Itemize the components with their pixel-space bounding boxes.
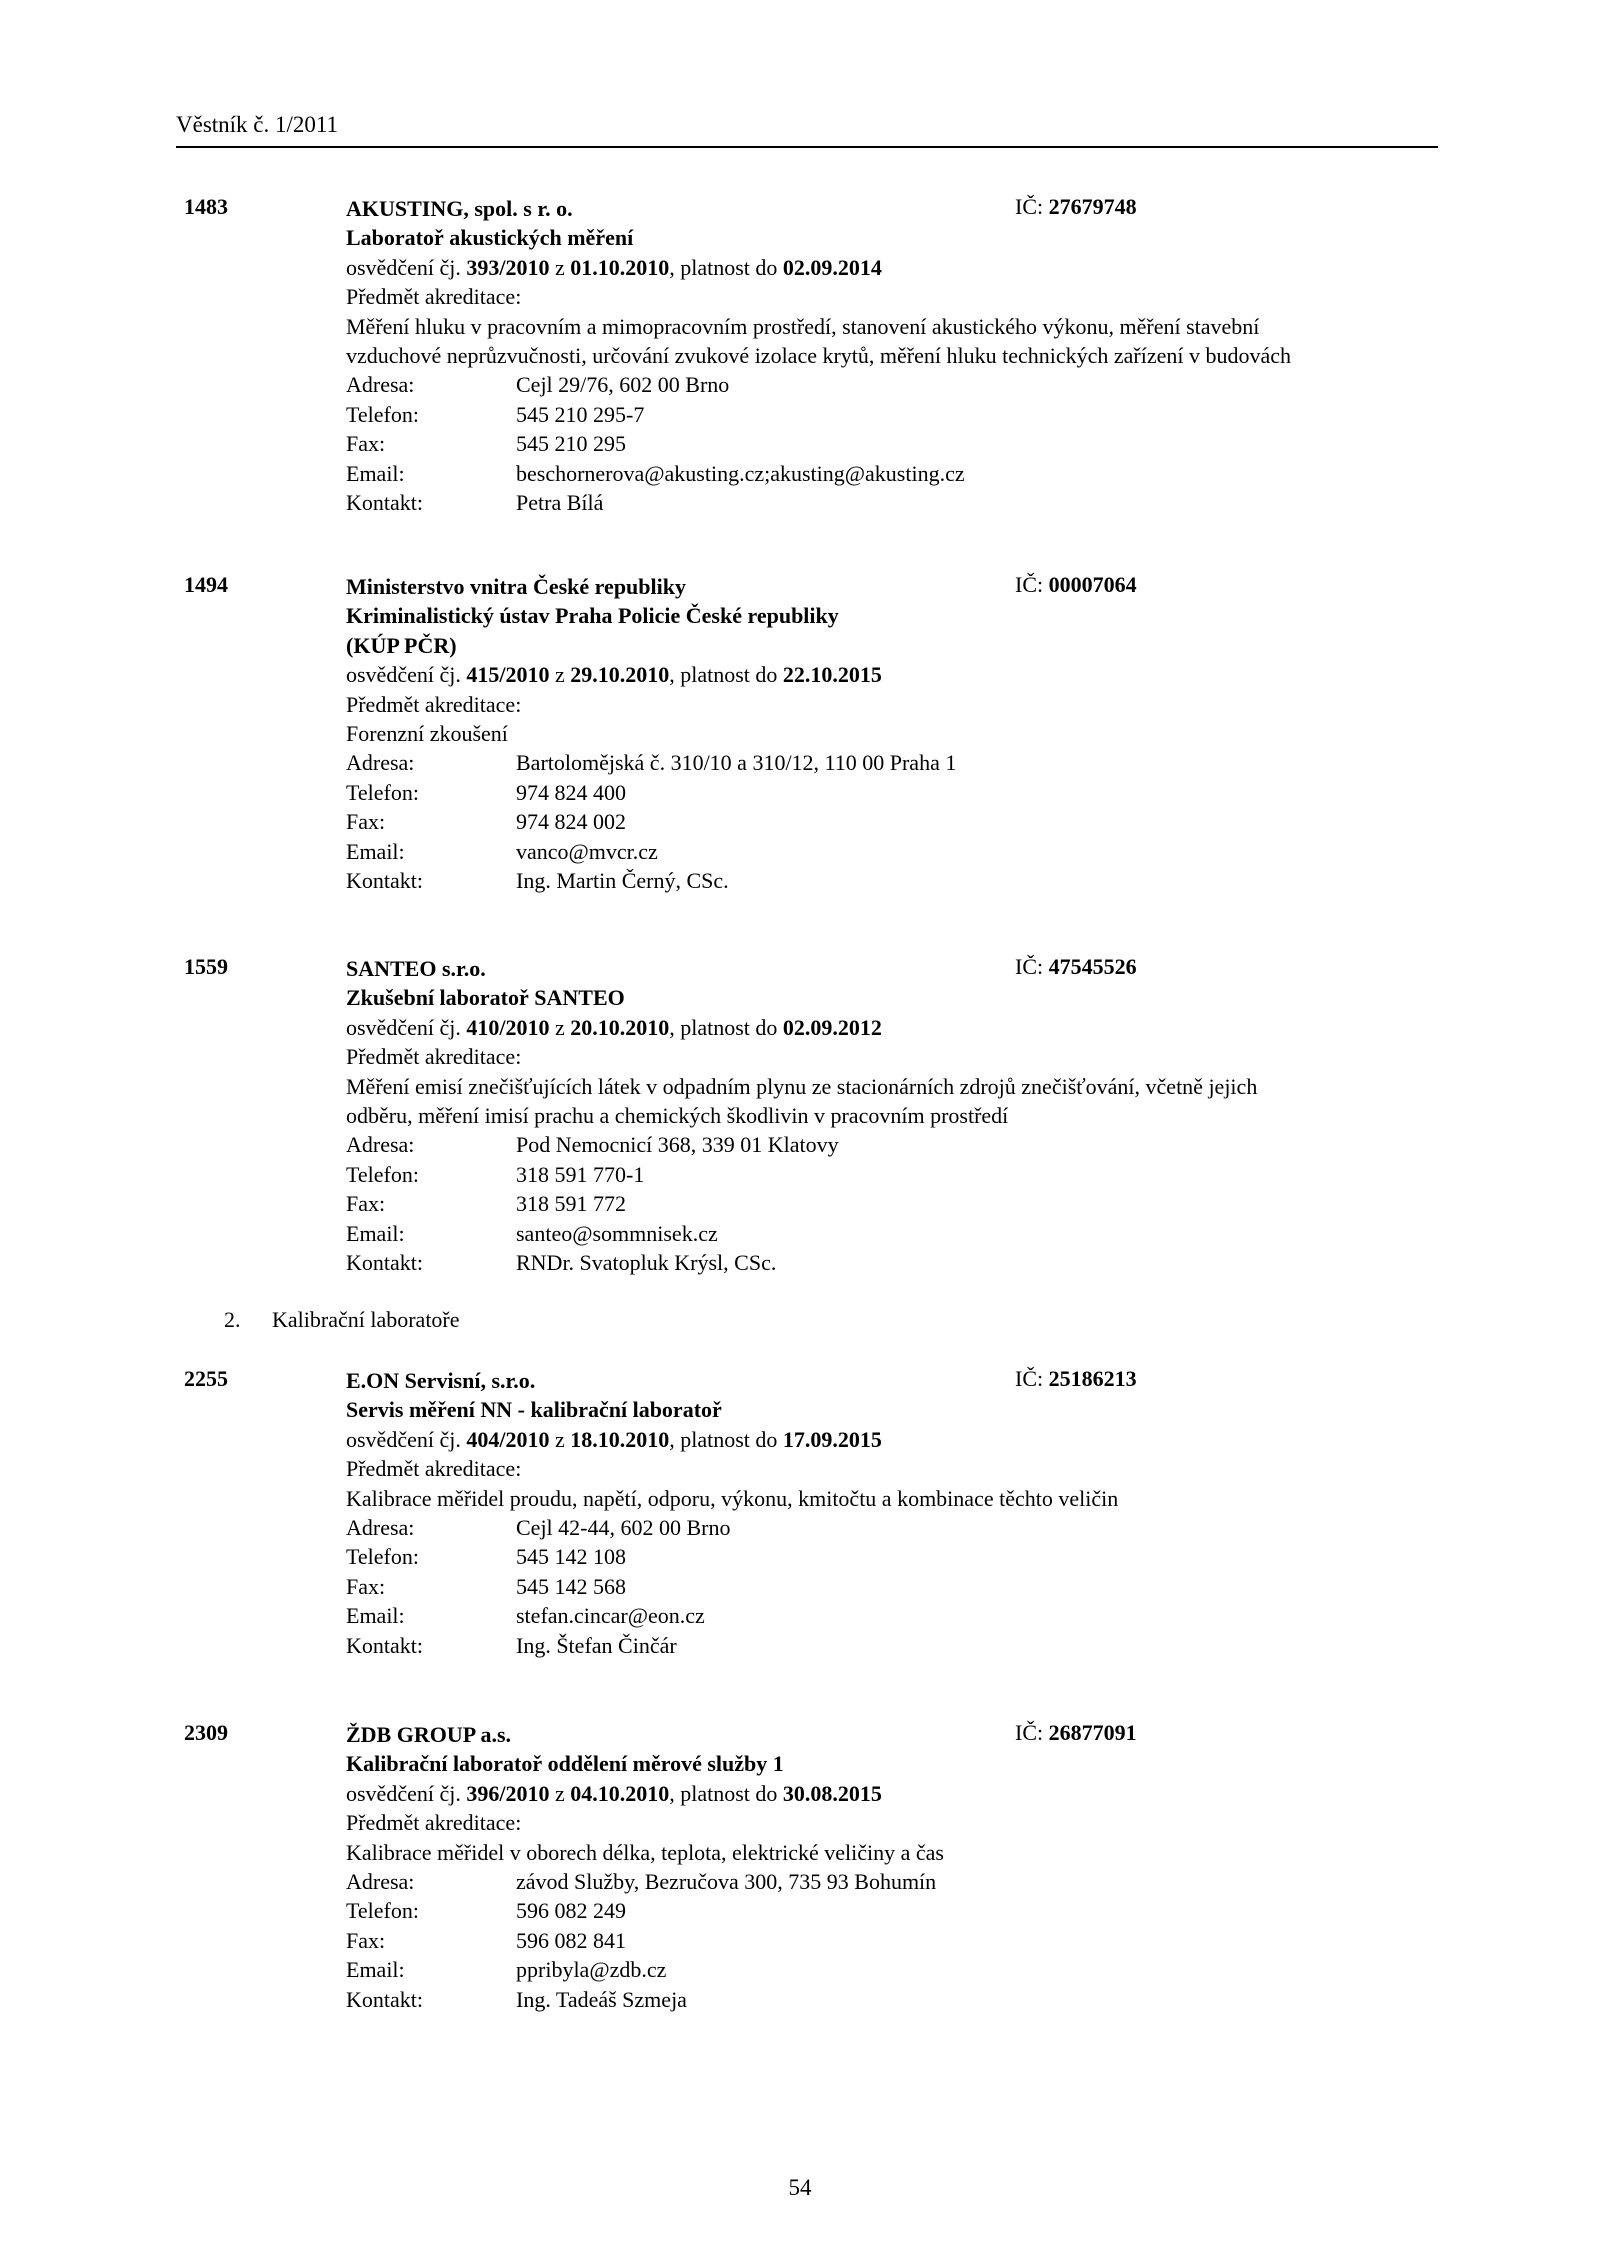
cert-valid-label: , platnost do [669, 1014, 778, 1040]
contact-value: Ing. Tadeáš Szmeja [516, 1986, 687, 2012]
organization-name: AKUSTING, spol. s r. o. [346, 196, 573, 221]
fax-value: 318 591 772 [516, 1191, 626, 1217]
contact-row [346, 488, 1436, 517]
cert-number: 410/2010 [466, 1014, 550, 1040]
laboratory-name: Zkušební laboratoř SANTEO [346, 985, 625, 1011]
cert-valid-to: 22.10.2015 [782, 662, 882, 688]
cert-valid-to: 02.09.2012 [782, 1014, 882, 1040]
cert-prefix: osvědčení čj. [346, 1780, 461, 1806]
address-row [346, 1867, 1436, 1896]
contact-value: Ing. Štefan Činčár [516, 1632, 677, 1658]
subject-label: Předmět akreditace: [346, 1456, 522, 1482]
fax-value: 545 142 568 [516, 1573, 626, 1599]
phone-label: Telefon: [346, 1544, 419, 1570]
page-number: 54 [788, 2175, 812, 2200]
subject-text: vzduchové neprůzvučnosti, určování zvukové izolace krytů, měření hluku technických zařízení v budovách [346, 343, 1292, 369]
address-value: Cejl 42-44, 602 00 Brno [516, 1515, 731, 1541]
ic-label: IČ: [1015, 1366, 1044, 1391]
email-label: Email: [346, 1220, 405, 1246]
subject-text: Forenzní zkoušení [346, 721, 508, 747]
contact-value: Petra Bílá [516, 490, 604, 516]
entry-body [346, 1366, 1436, 1660]
ic-value: 25186213 [1048, 1366, 1137, 1391]
fax-row [346, 1572, 1436, 1601]
fax-label: Fax: [346, 431, 386, 457]
subject-label: Předmět akreditace: [346, 1810, 522, 1836]
organization-name: ŽDB GROUP a.s. [346, 1722, 512, 1747]
fax-row [346, 807, 1436, 836]
organization-name: SANTEO s.r.o. [346, 956, 486, 981]
cert-date: 01.10.2010 [570, 254, 670, 280]
email-label: Email: [346, 460, 405, 486]
subject-label: Předmět akreditace: [346, 691, 522, 717]
page-header-title: Věstník č. 1/2011 [176, 112, 339, 137]
address-value: závod Služby, Bezručova 300, 735 93 Bohumín [516, 1869, 937, 1895]
contact-label: Kontakt: [346, 868, 423, 894]
phone-value: 545 142 108 [516, 1544, 626, 1570]
phone-value: 318 591 770-1 [516, 1161, 645, 1187]
cert-valid-label: , platnost do [669, 1780, 778, 1806]
ic-value: 26877091 [1048, 1720, 1137, 1745]
phone-row [346, 1542, 1436, 1571]
contact-label: Kontakt: [346, 1632, 423, 1658]
address-label: Adresa: [346, 372, 415, 398]
fax-label: Fax: [346, 1573, 386, 1599]
email-value: vanco@mvcr.cz [516, 838, 658, 864]
cert-from: z [554, 1426, 565, 1452]
subject-text: Měření emisí znečišťujících látek v odpadním plynu ze stacionárních zdrojů znečišťování, včetně jejich [346, 1073, 1258, 1099]
organization-name: Ministerstvo vnitra České republiky [346, 574, 686, 599]
entry-body [346, 954, 1436, 1277]
cert-from: z [554, 1780, 565, 1806]
address-label: Adresa: [346, 1869, 415, 1895]
cert-number: 393/2010 [466, 254, 550, 280]
entry-body [346, 1720, 1436, 2014]
laboratory-name: Servis měření NN - kalibrační laboratoř [346, 1397, 722, 1423]
laboratory-name: (KÚP PČR) [346, 632, 457, 658]
fax-label: Fax: [346, 809, 386, 835]
fax-value: 545 210 295 [516, 431, 626, 457]
cert-valid-label: , platnost do [669, 662, 778, 688]
email-value: ppribyla@zdb.cz [516, 1957, 667, 1983]
address-value: Cejl 29/76, 602 00 Brno [516, 372, 730, 398]
cert-prefix: osvědčení čj. [346, 662, 461, 688]
cert-from: z [554, 254, 565, 280]
phone-label: Telefon: [346, 779, 419, 805]
phone-label: Telefon: [346, 401, 419, 427]
cert-valid-to: 02.09.2014 [782, 254, 882, 280]
contact-row [346, 1248, 1436, 1277]
cert-date: 18.10.2010 [570, 1426, 670, 1452]
entry-number: 2255 [184, 1366, 228, 1391]
email-label: Email: [346, 1603, 405, 1629]
email-row [346, 1955, 1436, 1984]
ic-label: IČ: [1015, 194, 1044, 219]
ic-label: IČ: [1015, 954, 1044, 979]
fax-value: 974 824 002 [516, 809, 626, 835]
laboratory-name: Laboratoř akustických měření [346, 225, 634, 251]
subject-text: odběru, měření imisí prachu a chemických škodlivin v pracovním prostředí [346, 1103, 1009, 1129]
ic-value: 27679748 [1048, 194, 1137, 219]
fax-value: 596 082 841 [516, 1927, 626, 1953]
address-value: Pod Nemocnicí 368, 339 01 Klatovy [516, 1132, 839, 1158]
phone-label: Telefon: [346, 1898, 419, 1924]
contact-label: Kontakt: [346, 1986, 423, 2012]
address-label: Adresa: [346, 1515, 415, 1541]
cert-date: 04.10.2010 [570, 1780, 670, 1806]
address-row [346, 1130, 1436, 1159]
cert-from: z [554, 1014, 565, 1040]
cert-number: 415/2010 [466, 662, 550, 688]
address-row [346, 748, 1436, 777]
cert-valid-to: 17.09.2015 [782, 1426, 882, 1452]
address-row [346, 370, 1436, 399]
email-label: Email: [346, 838, 405, 864]
contact-value: Ing. Martin Černý, CSc. [516, 868, 729, 894]
fax-row [346, 429, 1436, 458]
certificate-line [346, 1425, 1436, 1454]
ic-value: 47545526 [1048, 954, 1137, 979]
phone-row [346, 1160, 1436, 1189]
ic-label: IČ: [1015, 1720, 1044, 1745]
phone-row [346, 1896, 1436, 1925]
cert-from: z [554, 662, 565, 688]
phone-row [346, 400, 1436, 429]
address-row [346, 1513, 1436, 1542]
contact-row [346, 866, 1436, 895]
phone-value: 545 210 295-7 [516, 401, 645, 427]
phone-row [346, 778, 1436, 807]
subject-text: Kalibrace měřidel v oborech délka, teplota, elektrické veličiny a čas [346, 1839, 944, 1865]
laboratory-name: Kalibrační laboratoř oddělení měrové služby 1 [346, 1751, 784, 1777]
contact-label: Kontakt: [346, 1250, 423, 1276]
header-rule [176, 146, 1438, 148]
address-value: Bartolomějská č. 310/10 a 310/12, 110 00 Praha 1 [516, 750, 957, 776]
email-row [346, 459, 1436, 488]
certificate-line [346, 253, 1436, 282]
subject-label: Předmět akreditace: [346, 1044, 522, 1070]
entry-body [346, 194, 1436, 517]
entry-number: 2309 [184, 1720, 228, 1745]
phone-label: Telefon: [346, 1161, 419, 1187]
email-row [346, 1601, 1436, 1630]
cert-number: 396/2010 [466, 1780, 550, 1806]
ic-value: 00007064 [1048, 572, 1137, 597]
fax-label: Fax: [346, 1927, 386, 1953]
contact-value: RNDr. Svatopluk Krýsl, CSc. [516, 1250, 777, 1276]
email-row [346, 1219, 1436, 1248]
cert-valid-to: 30.08.2015 [782, 1780, 882, 1806]
email-value: stefan.cincar@eon.cz [516, 1603, 705, 1629]
contact-row [346, 1631, 1436, 1660]
cert-date: 29.10.2010 [570, 662, 670, 688]
entry-number: 1483 [184, 194, 228, 219]
section-number: 2. [224, 1307, 241, 1332]
section-title: Kalibrační laboratoře [272, 1307, 460, 1332]
email-row [346, 837, 1436, 866]
certificate-line [346, 1779, 1436, 1808]
subject-text: Kalibrace měřidel proudu, napětí, odporu, výkonu, kmitočtu a kombinace těchto veličin [346, 1485, 1119, 1511]
fax-row [346, 1926, 1436, 1955]
section-heading [224, 1307, 460, 1333]
contact-label: Kontakt: [346, 490, 423, 516]
entry-number: 1494 [184, 572, 228, 597]
cert-number: 404/2010 [466, 1426, 550, 1452]
email-value: santeo@sommnisek.cz [516, 1220, 718, 1246]
contact-row [346, 1985, 1436, 2014]
certificate-line [346, 1013, 1436, 1042]
certificate-line [346, 660, 1436, 689]
cert-valid-label: , platnost do [669, 254, 778, 280]
email-value: beschornerova@akusting.cz;akusting@akusting.cz [516, 460, 965, 486]
entry-body [346, 572, 1436, 895]
cert-prefix: osvědčení čj. [346, 1014, 461, 1040]
cert-prefix: osvědčení čj. [346, 254, 461, 280]
fax-row [346, 1189, 1436, 1218]
subject-text: Měření hluku v pracovním a mimopracovním prostředí, stanovení akustického výkonu, měření stavební [346, 313, 1260, 339]
organization-name: E.ON Servisní, s.r.o. [346, 1368, 536, 1393]
fax-label: Fax: [346, 1191, 386, 1217]
cert-date: 20.10.2010 [570, 1014, 670, 1040]
phone-value: 974 824 400 [516, 779, 626, 805]
cert-prefix: osvědčení čj. [346, 1426, 461, 1452]
laboratory-name: Kriminalistický ústav Praha Policie České republiky [346, 603, 839, 629]
email-label: Email: [346, 1957, 405, 1983]
address-label: Adresa: [346, 1132, 415, 1158]
ic-label: IČ: [1015, 572, 1044, 597]
cert-valid-label: , platnost do [669, 1426, 778, 1452]
subject-label: Předmět akreditace: [346, 284, 522, 310]
entry-number: 1559 [184, 954, 228, 979]
phone-value: 596 082 249 [516, 1898, 626, 1924]
address-label: Adresa: [346, 750, 415, 776]
